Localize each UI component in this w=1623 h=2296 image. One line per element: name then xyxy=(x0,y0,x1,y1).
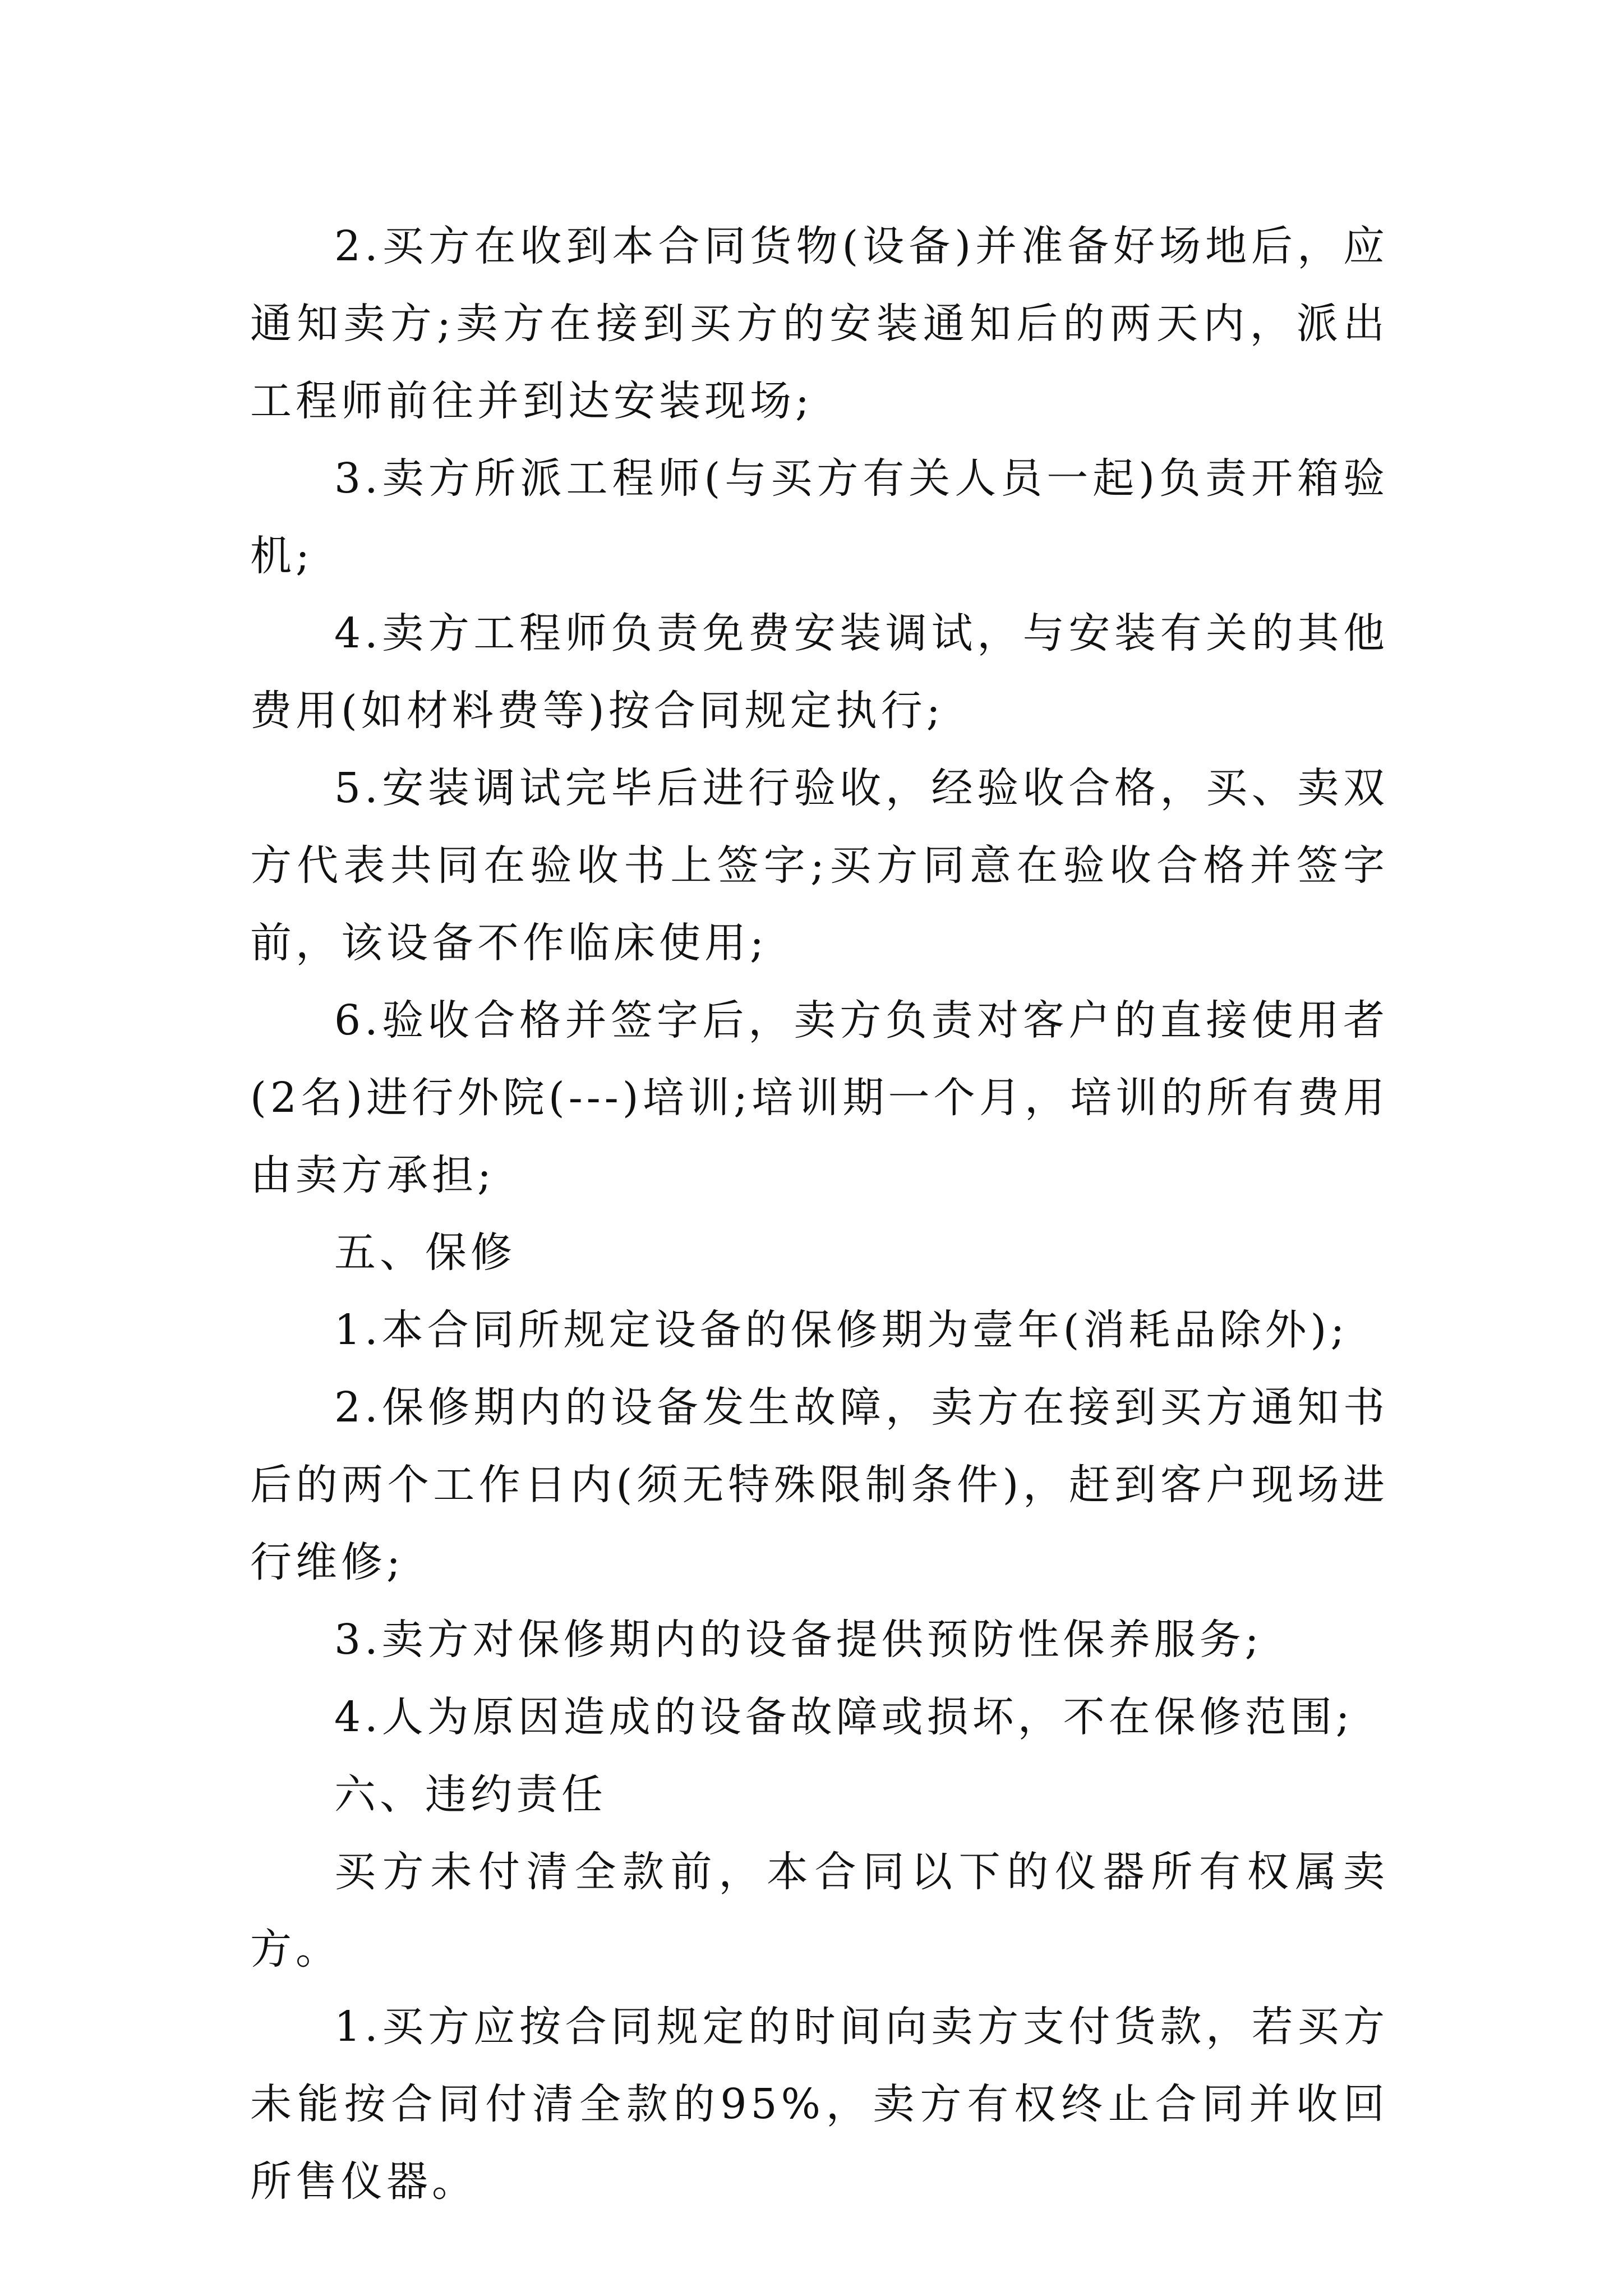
clause-4-4: 4.卖方工程师负责免费安装调试，与安装有关的其他费用(如材料费等)按合同规定执行; xyxy=(250,609,1389,735)
section-heading-liability: 六、违约责任 xyxy=(334,1770,607,1819)
clause-6-intro: 买方未付清全款前，本合同以下的仪器所有权属卖方。 xyxy=(250,1848,1389,1973)
clause-4-6: 6.验收合格并签字后，卖方负责对客户的直接使用者(2名)进行外院(---)培训;培训期一个月，培训的所有费用由卖方承担; xyxy=(250,996,1389,1199)
clause-6-1: 1.买方应按合同规定的时间向卖方支付货款，若买方未能按合同付清全款的95%，卖方有权终止合同并收回所售仪器。 xyxy=(250,2003,1389,2206)
clause-5-4: 4.人为原因造成的设备故障或损坏，不在保修范围; xyxy=(334,1693,1354,1741)
section-heading-warranty: 五、保修 xyxy=(334,1228,516,1277)
clause-4-2: 2.买方在收到本合同货物(设备)并准备好场地后，应通知卖方;卖方在接到买方的安装通知后的两天内，派出工程师前往并到达安装现场; xyxy=(250,222,1389,425)
document-body xyxy=(250,208,1389,2220)
clause-5-2: 2.保修期内的设备发生故障，卖方在接到买方通知书后的两个工作日内(须无特殊限制条件)，赶到客户现场进行维修; xyxy=(250,1383,1389,1586)
clause-4-5: 5.安装调试完毕后进行验收，经验收合格，买、卖双方代表共同在验收书上签字;买方同意在验收合格并签字前，该设备不作临床使用; xyxy=(250,764,1389,967)
clause-5-3: 3.卖方对保修期内的设备提供预防性保养服务; xyxy=(334,1616,1263,1664)
clause-5-1: 1.本合同所规定设备的保修期为壹年(消耗品除外); xyxy=(334,1306,1349,1354)
clause-4-3: 3.卖方所派工程师(与买方有关人员一起)负责开箱验机; xyxy=(250,454,1389,580)
